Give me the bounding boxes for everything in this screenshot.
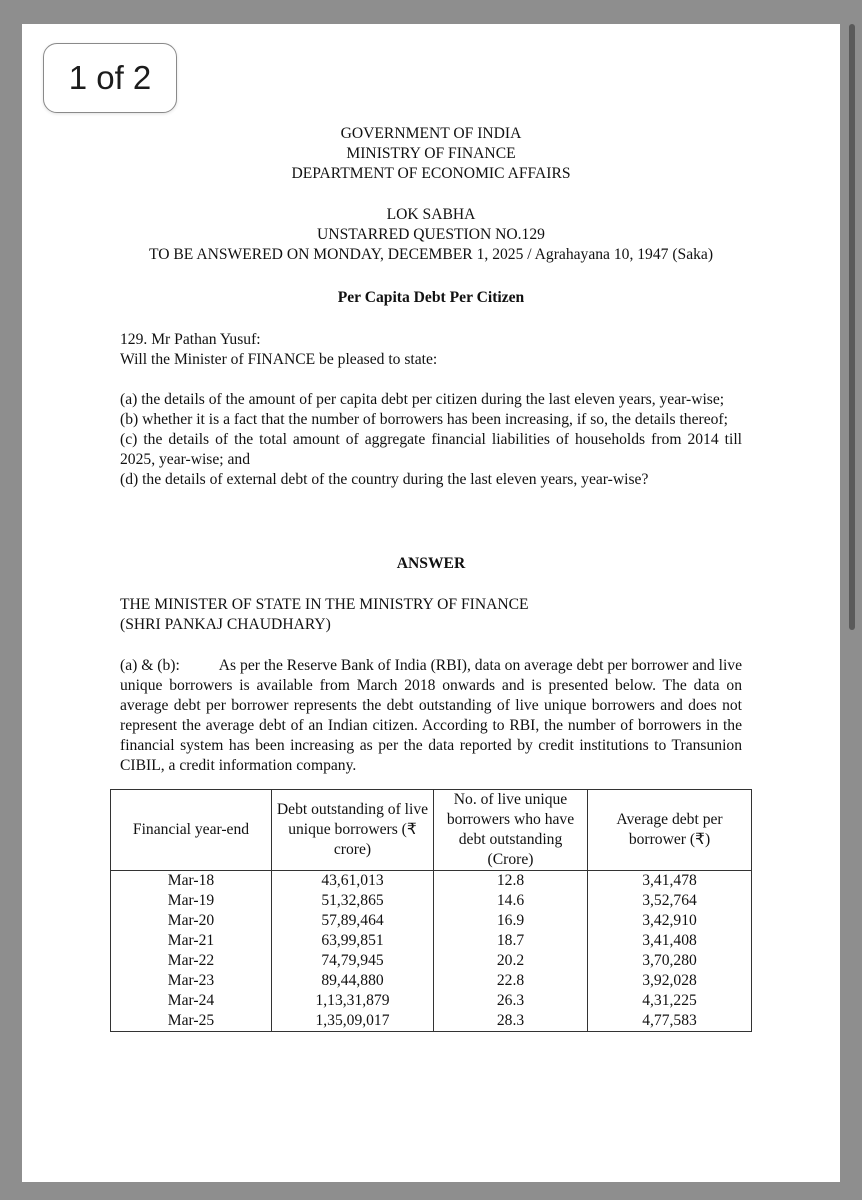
cell-year: Mar-20 bbox=[111, 911, 272, 931]
cell-year: Mar-23 bbox=[111, 971, 272, 991]
question-meta bbox=[120, 205, 742, 265]
cell-debt: 74,79,945 bbox=[272, 951, 434, 971]
cell-debt: 43,61,013 bbox=[272, 871, 434, 892]
cell-debt: 89,44,880 bbox=[272, 971, 434, 991]
cell-borrowers: 16.9 bbox=[434, 911, 588, 931]
debt-table-wrapper bbox=[110, 789, 751, 1032]
cell-borrowers: 14.6 bbox=[434, 891, 588, 911]
header-line-department: DEPARTMENT OF ECONOMIC AFFAIRS bbox=[291, 165, 571, 182]
cell-average: 3,41,478 bbox=[588, 871, 752, 892]
table-row bbox=[111, 991, 752, 1011]
header-live-borrowers: No. of live unique borrowers who have debt outstanding (Crore) bbox=[434, 790, 588, 871]
table-header-row bbox=[111, 790, 752, 871]
cell-borrowers: 20.2 bbox=[434, 951, 588, 971]
reply-text: As per the Reserve Bank of India (RBI), data on average debt per borrower and live unique borrowers is available from March 2018 onwards and is presented below. The data on average debt per borrower represents the debt outstanding of live unique borrowers and does not represent the average debt of an Indian citizen. According to RBI, the number of borrowers in the financial system has been increasing as per the data reported by credit institutions to Transunion CIBIL, a credit information company. bbox=[120, 657, 743, 774]
table-row bbox=[111, 971, 752, 991]
cell-borrowers: 26.3 bbox=[434, 991, 588, 1011]
header-financial-year: Financial year-end bbox=[111, 790, 272, 871]
reply-text-container bbox=[120, 656, 742, 776]
table-row bbox=[111, 1011, 752, 1032]
header-line-ministry: MINISTRY OF FINANCE bbox=[346, 145, 516, 162]
table-row bbox=[111, 871, 752, 892]
header-debt-outstanding: Debt outstanding of live unique borrowers (₹ crore) bbox=[272, 790, 434, 871]
cell-debt: 51,32,865 bbox=[272, 891, 434, 911]
table-row bbox=[111, 911, 752, 931]
document-title-block bbox=[120, 288, 742, 308]
cell-borrowers: 28.3 bbox=[434, 1011, 588, 1032]
question-part-b: (b) whether it is a fact that the number of borrowers has been increasing, if so, the details thereof; bbox=[120, 411, 728, 428]
cell-average: 3,42,910 bbox=[588, 911, 752, 931]
cell-year: Mar-19 bbox=[111, 891, 272, 911]
table-row bbox=[111, 931, 752, 951]
cell-year: Mar-24 bbox=[111, 991, 272, 1011]
cell-borrowers: 22.8 bbox=[434, 971, 588, 991]
cell-debt: 1,35,09,017 bbox=[272, 1011, 434, 1032]
cell-year: Mar-25 bbox=[111, 1011, 272, 1032]
cell-average: 4,77,583 bbox=[588, 1011, 752, 1032]
cell-average: 3,92,028 bbox=[588, 971, 752, 991]
header-average-debt: Average debt per borrower (₹) bbox=[588, 790, 752, 871]
header-line-government: GOVERNMENT OF INDIA bbox=[340, 125, 522, 142]
minister-name: (SHRI PANKAJ CHAUDHARY) bbox=[120, 616, 331, 633]
answer-date: TO BE ANSWERED ON MONDAY, DECEMBER 1, 2025 / Agrahayana 10, 1947 (Saka) bbox=[148, 246, 714, 263]
document-title: Per Capita Debt Per Citizen bbox=[337, 289, 525, 306]
reply-label: (a) & (b): bbox=[120, 657, 180, 674]
table-row bbox=[111, 891, 752, 911]
cell-borrowers: 18.7 bbox=[434, 931, 588, 951]
cell-debt: 63,99,851 bbox=[272, 931, 434, 951]
question-part-d: (d) the details of external debt of the country during the last eleven years, year-wise? bbox=[120, 471, 649, 488]
page-indicator: 1 of 2 bbox=[43, 43, 177, 113]
question-intro-block bbox=[120, 330, 742, 370]
cell-average: 3,70,280 bbox=[588, 951, 752, 971]
answer-heading-block bbox=[120, 554, 742, 574]
question-parts bbox=[120, 390, 742, 490]
question-number: UNSTARRED QUESTION NO.129 bbox=[317, 226, 545, 243]
cell-average: 3,52,764 bbox=[588, 891, 752, 911]
cell-year: Mar-22 bbox=[111, 951, 272, 971]
cell-debt: 1,13,31,879 bbox=[272, 991, 434, 1011]
debt-table bbox=[110, 789, 752, 1032]
minister-block bbox=[120, 595, 742, 635]
questioner: 129. Mr Pathan Yusuf: bbox=[120, 331, 261, 348]
question-intro: Will the Minister of FINANCE be pleased to state: bbox=[120, 351, 438, 368]
reply-paragraph bbox=[120, 656, 742, 776]
house-name: LOK SABHA bbox=[386, 206, 476, 223]
cell-year: Mar-21 bbox=[111, 931, 272, 951]
cell-year: Mar-18 bbox=[111, 871, 272, 892]
question-part-c: (c) the details of the total amount of aggregate financial liabilities of households from 2014 till 2025, year-wise; and bbox=[120, 431, 742, 468]
cell-average: 4,31,225 bbox=[588, 991, 752, 1011]
table-row bbox=[111, 951, 752, 971]
question-part-a: (a) the details of the amount of per capita debt per citizen during the last eleven years, year-wise; bbox=[120, 391, 725, 408]
minister-title: THE MINISTER OF STATE IN THE MINISTRY OF FINANCE bbox=[120, 596, 529, 613]
cell-average: 3,41,408 bbox=[588, 931, 752, 951]
letterhead bbox=[120, 124, 742, 184]
cell-debt: 57,89,464 bbox=[272, 911, 434, 931]
answer-heading: ANSWER bbox=[396, 555, 466, 572]
vertical-scrollbar[interactable] bbox=[849, 24, 855, 630]
cell-borrowers: 12.8 bbox=[434, 871, 588, 892]
